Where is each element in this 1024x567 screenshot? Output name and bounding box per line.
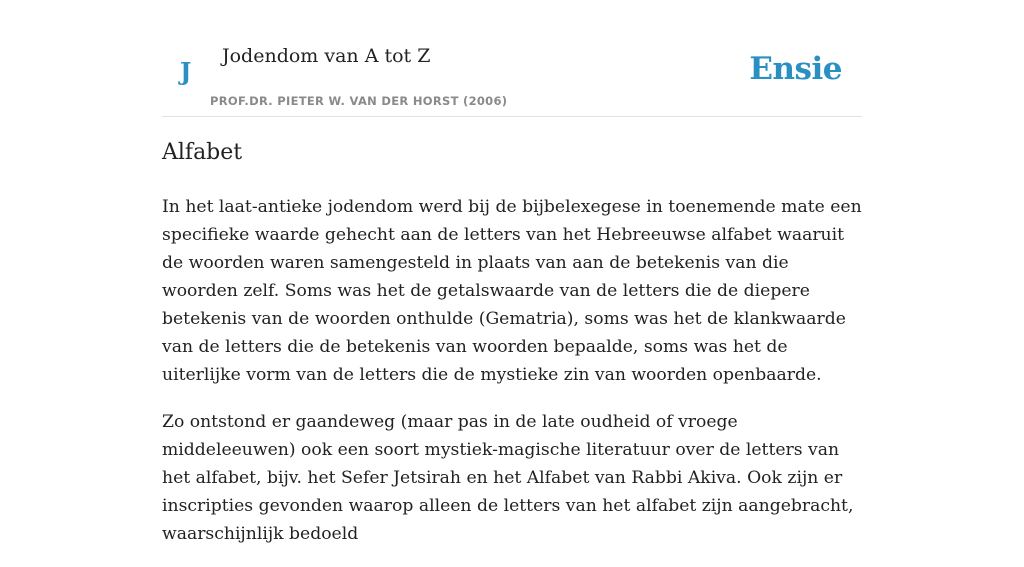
book-author: PROF.DR. PIETER W. VAN DER HORST (2006) [210, 94, 508, 108]
ensie-logo[interactable]: Ensie [749, 51, 842, 87]
book-initial-link[interactable]: J [180, 57, 192, 86]
book-title-link[interactable]: Jodendom van A tot Z [222, 45, 431, 67]
page-container [162, 0, 862, 544]
entry-title: Alfabet [162, 140, 243, 165]
article-paragraph: In het laat-antieke jodendom werd bij de bijbelexegese in toenemende mate een specifieke waarde gehecht aan de letters van het Hebreeuwse alfabet waaruit de woorden waren samengesteld in plaats van aan de betekenis van die woorden zelf. Soms was het de getalswaarde van de letters die de diepere betekenis van de woorden onthulde (Gematria), soms was het de klankwaarde van de letters die de betekenis van woorden bepaalde, soms was het de uiterlijke vorm van de letters die de mystieke zin van woorden openbaarde. [162, 197, 862, 385]
article-paragraph: Zo ontstond er gaandeweg (maar pas in de late oudheid of vroege middeleeuwen) ook een soort mystiek-magische literatuur over de letters van het alfabet, bijv. het Sefer Jetsirah en het Alfabet van Rabbi Akiva. Ook zijn er inscripties gevonden waarop alleen de letters van het alfabet zijn aangebracht, waarschijnlijk bedoeld [162, 412, 854, 544]
entry-article [162, 193, 862, 567]
book-header [162, 0, 862, 117]
